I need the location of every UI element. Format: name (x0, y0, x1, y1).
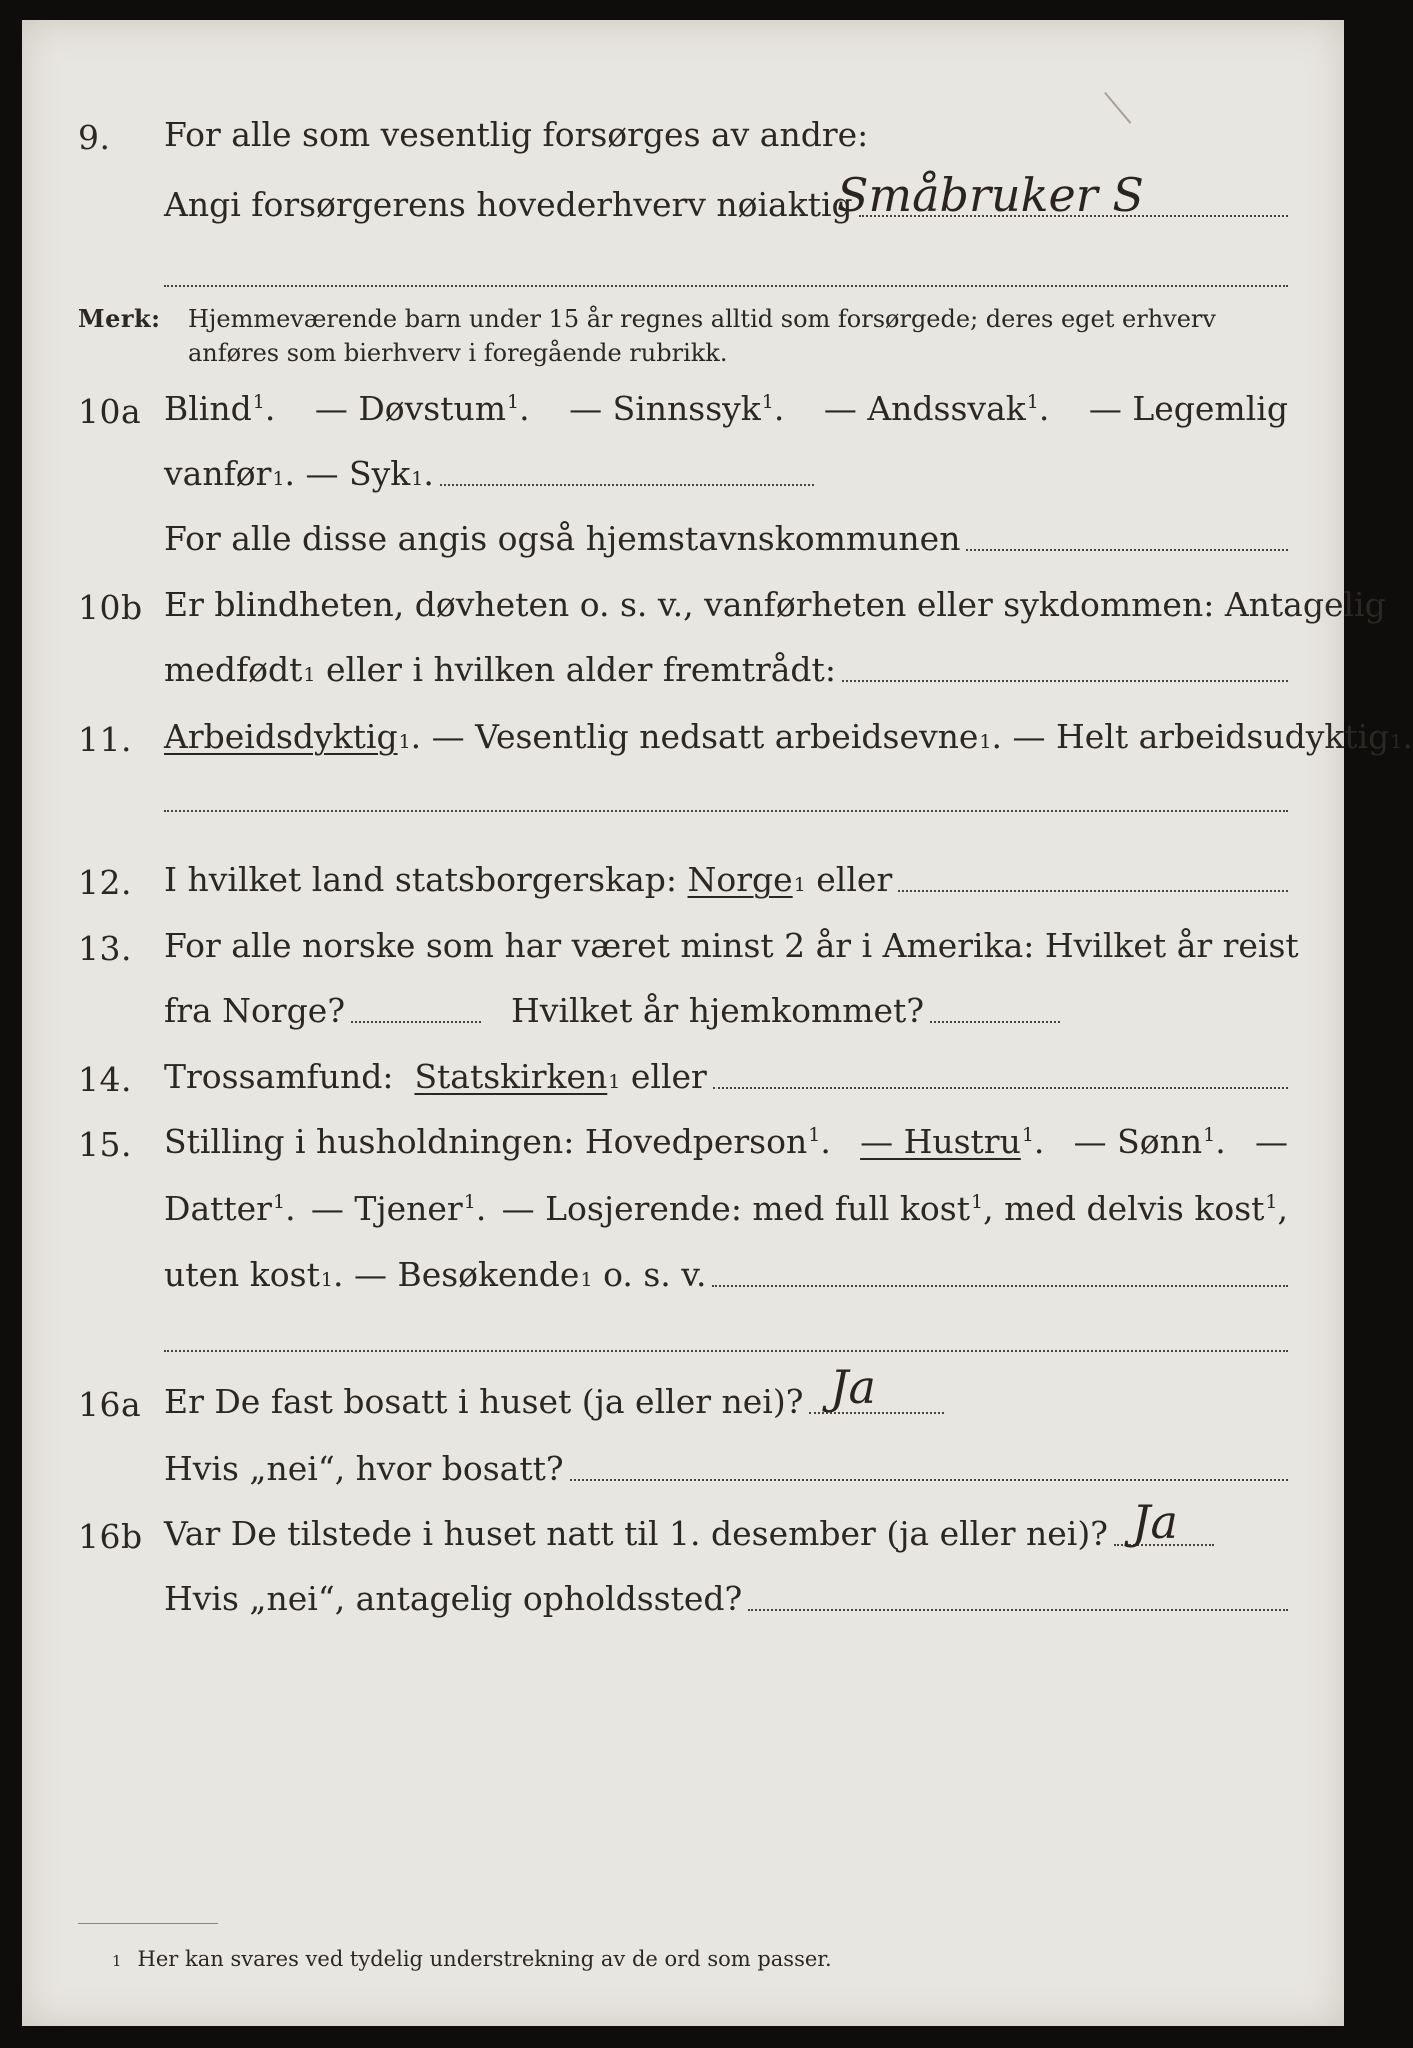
q10b-answer-line[interactable] (842, 679, 1288, 682)
question-number-13: 13. (78, 929, 132, 968)
q10a-line1: Blind1. — Døvstum1. — Sinnssyk1. — Andssvak1. — Legemlig (164, 389, 1288, 428)
merk-label: Merk: (78, 304, 161, 333)
question-number-16a: 16a (78, 1385, 142, 1424)
q9-line2: Angi forsørgerens hovederhverv nøiaktig (164, 188, 1288, 221)
q15-underlined-answer: — Hustru (860, 1122, 1021, 1161)
q11-line1: Arbeidsdyktig 1 . — Vesentlig nedsatt arbeidsevne 1 . — Helt arbeidsudyktig 1 . (164, 717, 1413, 756)
question-number-10a: 10a (78, 392, 142, 431)
footnote-separator (78, 1923, 218, 1924)
q10b-line2: medfødt 1 eller i hvilken alder fremtrådt: (164, 653, 1288, 686)
census-form-page (22, 20, 1413, 2026)
q16a-handwritten-answer: Ja (830, 1360, 876, 1414)
q15-line2: Datter1. — Tjener1. — Losjerende: med full kost1, med delvis kost1, (164, 1189, 1288, 1228)
bleed-through-mark (1104, 66, 1162, 124)
question-number-11: 11. (78, 720, 132, 759)
q12-underlined-answer: Norge (687, 860, 793, 899)
question-number-9: 9. (78, 118, 111, 157)
q11-underlined-answer: Arbeidsdyktig (164, 717, 398, 756)
q10b-line1: Er blindheten, døvheten o. s. v., vanførheten eller sykdommen: Antagelig (164, 585, 1386, 624)
q15-extra-line (164, 1350, 1288, 1352)
q13-line2: fra Norge? Hvilket år hjemkommet? (164, 994, 1288, 1027)
question-number-12: 12. (78, 863, 132, 902)
q12-line: I hvilket land statsborgerskap: Norge 1 eller (164, 863, 1288, 896)
q13-hjemkommet-line[interactable] (930, 1020, 1060, 1023)
q15-line1: Stilling i husholdningen: Hovedperson1. — Hustru1. — Sønn1. — (164, 1122, 1288, 1161)
q10a-line3: For alle disse angis også hjemstavnskommunen (164, 522, 1288, 555)
q9-line1: For alle som vesentlig forsørges av andre: (164, 115, 869, 154)
q11-extra-line (164, 810, 1288, 812)
q14-underlined-answer: Statskirken (414, 1057, 608, 1096)
q13-reist-line[interactable] (351, 1020, 481, 1023)
q9-extra-line (164, 285, 1288, 287)
q10a-kommune-line[interactable] (966, 548, 1288, 551)
q10a-line2: vanfør 1 . — Syk 1 . (164, 457, 814, 490)
question-number-14: 14. (78, 1060, 132, 1099)
question-number-10b: 10b (78, 588, 143, 627)
q15-line3: uten kost 1 . — Besøkende 1 o. s. v. (164, 1258, 1288, 1291)
footnote: 1 Her kan svares ved tydelig understrekning av de ord som passer. (112, 1947, 832, 1971)
q10a-syk-line[interactable] (440, 483, 814, 486)
q16b-line1: Var De tilstede i huset natt til 1. desember (ja eller nei)? (164, 1517, 1214, 1550)
q16b-opholdssted-line[interactable] (748, 1608, 1288, 1611)
q16a-line1: Er De fast bosatt i huset (ja eller nei)? (164, 1385, 944, 1418)
q12-answer-line[interactable] (898, 889, 1288, 892)
q16b-handwritten-answer: Ja (1132, 1495, 1178, 1549)
q16b-line2: Hvis „nei“, antagelig opholdssted? (164, 1582, 1288, 1615)
merk-note: Merk: Hjemmeværende barn under 15 år regnes alltid som forsørgede; deres eget erhverv anføres som bierhverv i foregående rubrikk. (78, 304, 1216, 367)
q16a-line2: Hvis „nei“, hvor bosatt? (164, 1452, 1288, 1485)
q9-handwritten-answer: Småbruker S (837, 168, 1144, 222)
question-number-15: 15. (78, 1125, 132, 1164)
q13-line1: For alle norske som har været minst 2 år i Amerika: Hvilket år reist (164, 926, 1299, 965)
question-number-16b: 16b (78, 1517, 143, 1556)
q16a-bosatt-line[interactable] (570, 1478, 1288, 1481)
q14-answer-line[interactable] (713, 1086, 1288, 1089)
q14-line: Trossamfund: Statskirken 1 eller (164, 1060, 1288, 1093)
q15-answer-line[interactable] (712, 1284, 1288, 1287)
